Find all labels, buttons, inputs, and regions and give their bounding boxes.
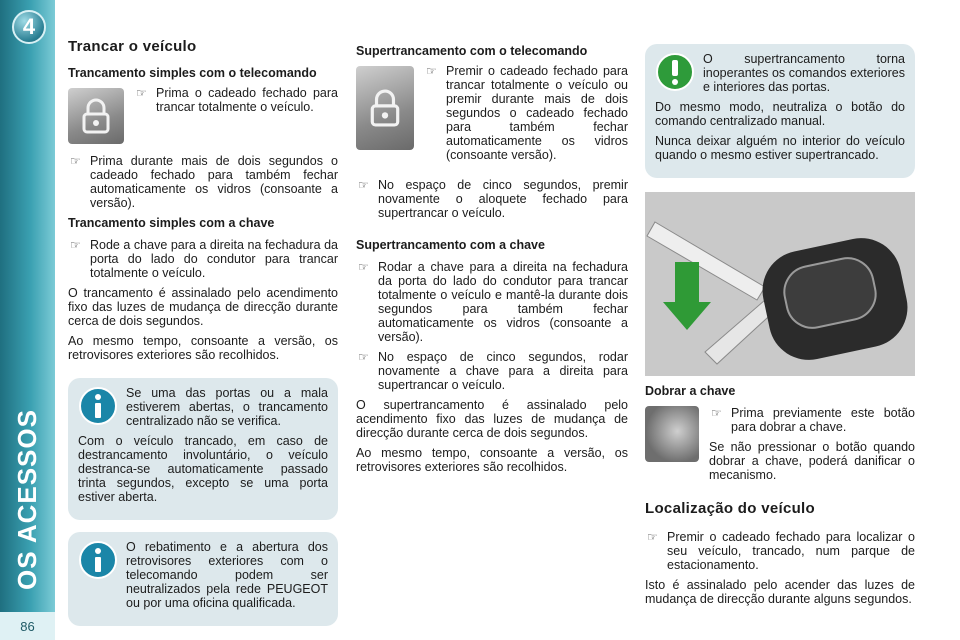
pointing-hand-icon: ☞ <box>136 86 147 100</box>
section-title-locating: Localização do veículo <box>645 500 815 517</box>
pointing-hand-icon: ☞ <box>426 64 437 78</box>
padlock-closed-icon <box>79 96 113 136</box>
list-item: ☞ Rode a chave para a direita na fechadura da porta do lado do condutor para trancar totalmente o veículo. <box>70 238 338 280</box>
section-name: OS ACESSOS <box>12 409 42 590</box>
chapter-number-badge: 4 <box>12 10 46 44</box>
paragraph: Isto é assinalado pelo acender das luzes de mudança de direcção durante alguns segundos. <box>645 578 915 606</box>
lock-button-image <box>68 88 124 144</box>
lock-button-image <box>356 66 414 150</box>
list-item: ☞ Prima previamente este botão para dobrar a chave. <box>711 406 915 434</box>
paragraph: O supertrancamento é assinalado pelo acendimento fixo das luzes de mudança de direcção durante cerca de dois segundos. <box>356 398 628 440</box>
info-box: Se uma das portas ou a mala estiverem abertas, o trancamento centralizado não se verifica. Com o veículo trancado, em caso de destrancamento involuntário, o veículo destranca-se automaticamente passado trinta segundos, excepto se uma porta estiver aberta. <box>68 378 338 520</box>
paragraph: Ao mesmo tempo, consoante a versão, os retrovisores exteriores são recolhidos. <box>356 446 628 474</box>
list-item: ☞ Rodar a chave para a direita na fechadura da porta do lado do condutor para trancar totalmente o veículo e mantê-la durante dois segundos para também fechar automaticamente os vidros (consoante a versão). <box>358 260 628 344</box>
pointing-hand-icon: ☞ <box>358 178 369 192</box>
paragraph: Ao mesmo tempo, consoante a versão, os retrovisores exteriores são recolhidos. <box>68 334 338 362</box>
padlock-closed-icon <box>367 86 403 130</box>
column-folding-locating <box>645 44 915 612</box>
heading-remote-locking: Trancamento simples com o telecomando <box>68 66 317 80</box>
warning-box: O supertrancamento torna inoperantes os comandos exteriores e interiores das portas. Do mesmo modo, neutraliza o botão do comando centralizado manual. Nunca deixar alguém no interior do veículo quando o mesmo estiver supertrancado. <box>645 44 915 178</box>
heading-key-locking: Trancamento simples com a chave <box>68 216 275 230</box>
page-number: 86 <box>0 612 55 640</box>
pointing-hand-icon: ☞ <box>358 260 369 274</box>
fold-key-row <box>645 406 915 488</box>
info-icon <box>78 386 118 426</box>
heading-remote-deadlocking: Supertrancamento com o telecomando <box>356 44 588 58</box>
section-title-locking: Trancar o veículo <box>68 38 197 55</box>
fold-button-image <box>645 406 699 462</box>
list-item: ☞ No espaço de cinco segundos, rodar novamente a chave para a direita para supertrancar o veículo. <box>358 350 628 392</box>
list-item: ☞ Premir o cadeado fechado para localizar o seu veículo, trancado, num parque de estacionamento. <box>647 530 915 572</box>
pointing-hand-icon: ☞ <box>358 350 369 364</box>
warning-icon <box>655 52 695 92</box>
list-item: ☞ Premir o cadeado fechado para trancar totalmente o veículo ou premir durante mais de dois segundos o cadeado fechado para também fechar automaticamente os vidros (consoante versão). <box>426 64 628 162</box>
info-icon <box>78 540 118 580</box>
info-box: O rebatimento e a abertura dos retrovisores exteriores com o telecomando podem ser neutralizados pela rede PEUGEOT ou por uma oficina qualificada. <box>68 532 338 626</box>
paragraph: O trancamento é assinalado pelo acendimento fixo das luzes de mudança de direcção durante cerca de dois segundos. <box>68 286 338 328</box>
remote-lock-row <box>68 88 338 144</box>
pointing-hand-icon: ☞ <box>70 154 81 168</box>
paragraph: Se não pressionar o botão quando dobrar a chave, poderá danificar o mecanismo. <box>709 440 915 482</box>
pointing-hand-icon: ☞ <box>647 530 658 544</box>
folding-key-photo <box>645 192 915 376</box>
list-item: ☞ Prima durante mais de dois segundos o cadeado fechado para também fechar automaticamente os vidros (consoante a versão). <box>70 154 338 210</box>
list-item: ☞ Prima o cadeado fechado para trancar totalmente o veículo. <box>134 86 338 138</box>
column-deadlocking <box>356 44 628 480</box>
list-item: ☞ No espaço de cinco segundos, premir novamente o aloquete fechado para supertrancar o veículo. <box>358 178 628 220</box>
pointing-hand-icon: ☞ <box>70 238 81 252</box>
heading-key-deadlocking: Supertrancamento com a chave <box>356 238 545 252</box>
remote-deadlock-row <box>356 66 628 168</box>
column-locking <box>68 40 338 626</box>
pointing-hand-icon: ☞ <box>711 406 722 420</box>
folding-key-illustration <box>645 192 915 376</box>
heading-fold-key: Dobrar a chave <box>645 384 736 398</box>
